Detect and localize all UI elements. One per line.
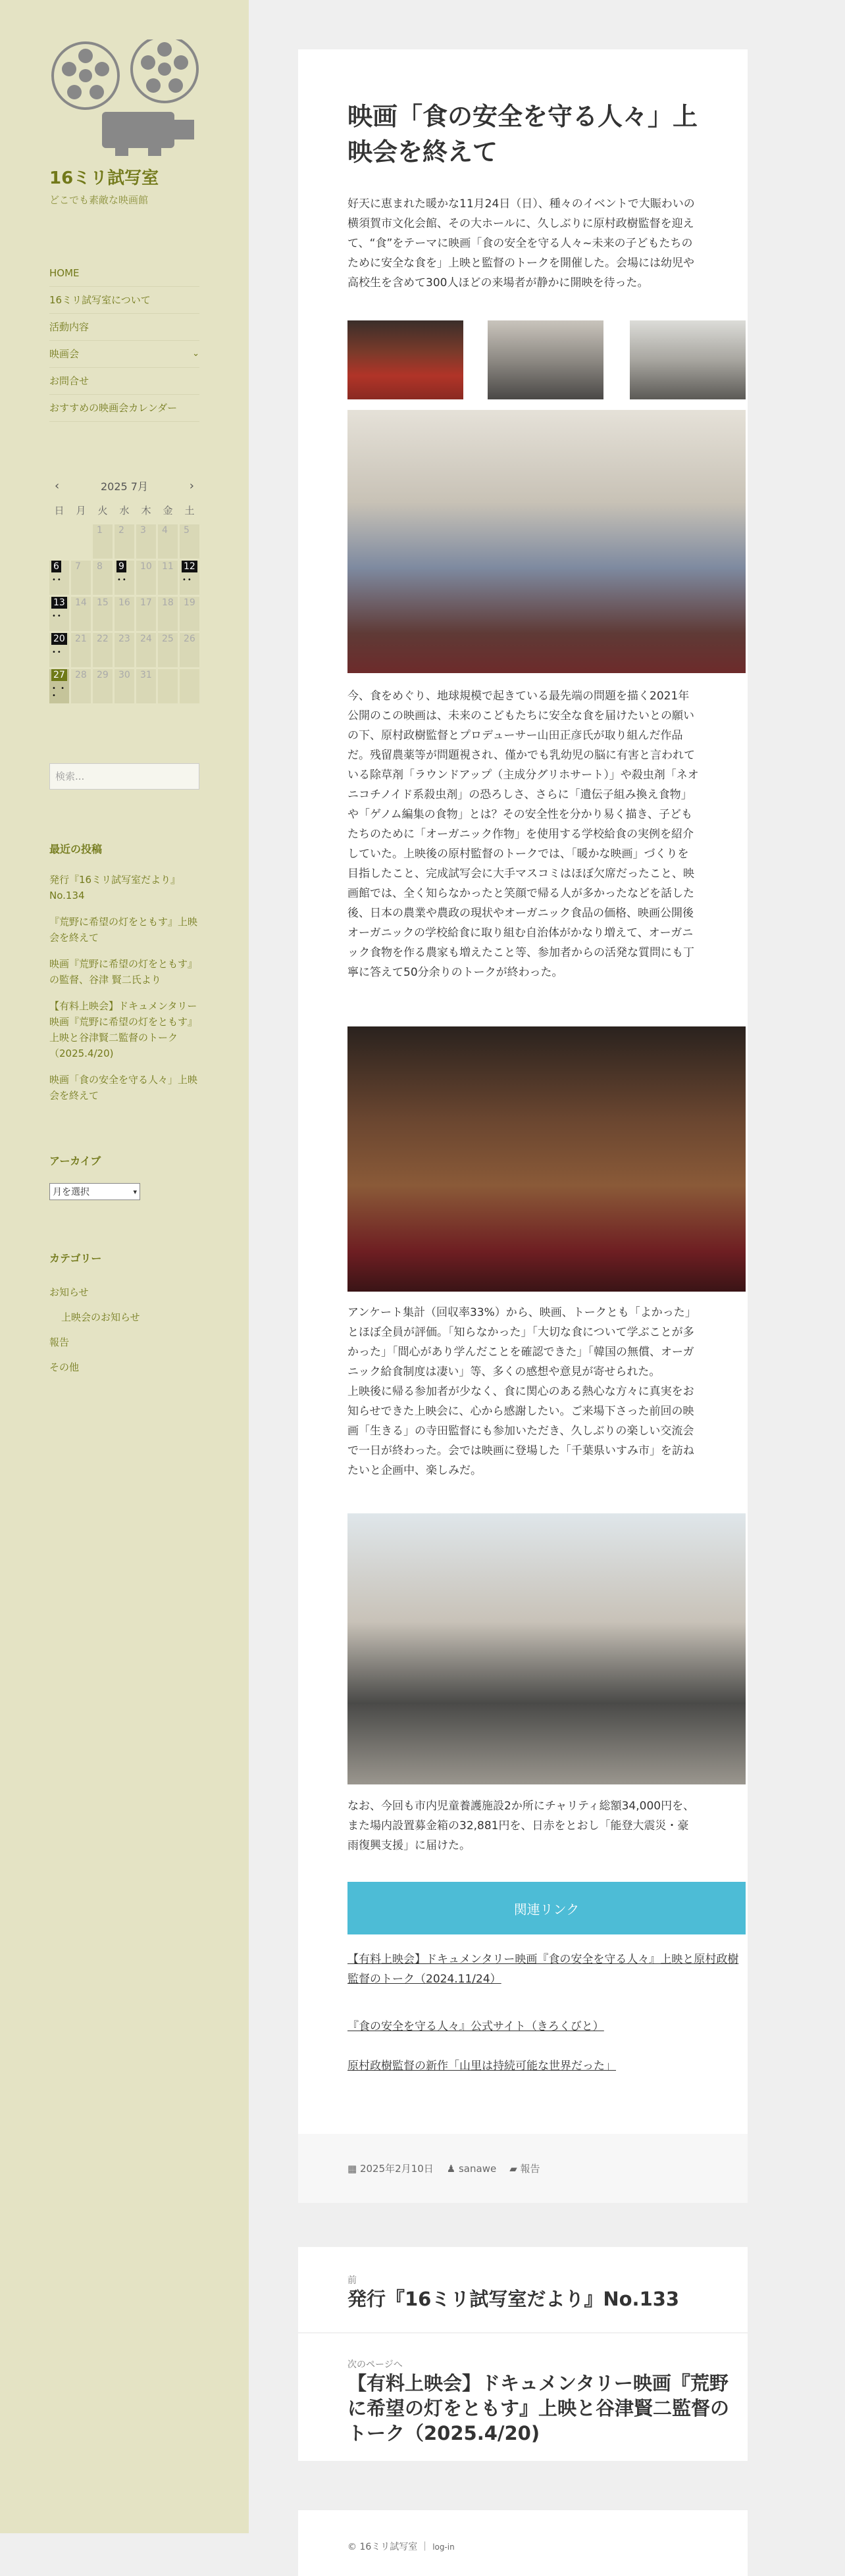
- related-links-button[interactable]: 関連リンク: [347, 1882, 746, 1934]
- footer-site-link[interactable]: 16ミリ試写室: [359, 2542, 418, 2552]
- calendar-event-day[interactable]: 9 ••: [115, 561, 134, 595]
- post-category[interactable]: ▰ 報告: [509, 2163, 540, 2175]
- calendar-icon: ▦: [347, 2163, 360, 2175]
- menu-item-label: HOME: [49, 267, 80, 279]
- category-link[interactable]: お知らせ: [49, 1286, 89, 1298]
- menu-item-home[interactable]: [49, 260, 199, 287]
- calendar-day: 31: [136, 669, 156, 703]
- calendar-event-day[interactable]: 12 ••: [180, 561, 199, 595]
- category-link[interactable]: その他: [49, 1361, 80, 1373]
- calendar-event-day[interactable]: 27 • • •: [49, 669, 69, 703]
- categories-title: カテゴリー: [49, 1252, 102, 1265]
- copyright-icon: ©: [347, 2542, 360, 2552]
- calendar-day: 7: [71, 561, 91, 595]
- related-link[interactable]: 原村政樹監督の新作「山里は持続可能な世界だった」: [347, 2059, 616, 2073]
- site-footer: © 16ミリ試写室 ｜ log-in: [298, 2510, 748, 2576]
- article-paragraph: アンケート集計（回収率33%）から、映画、トークとも「よかった」とほぼ全員が評価。「知らなかった」「大切な食について学ぶことが多かった」「間心があり学んだことを確認できた」「韓国の無償、オーガニック給食制度は凄い」等、多くの感想や意見が寄せられた。 上映後に帰る参加者が少なく、食に関心のある熱心な方々に真実をお知らせできた上映会に、心から感謝したい。ご来場下さった前回の映画「生きる」の寺田監督にも参加いただき、久しぶりの楽しい交流会で一日が終わった。会では映画に登場した「千葉県いすみ市」を訪ねたいと企画中、楽しみだ。: [347, 1306, 696, 1477]
- post-date[interactable]: ▦ 2025年2月10日: [347, 2163, 434, 2175]
- menu-item-screenings[interactable]: [49, 341, 199, 368]
- calendar-event-day[interactable]: 13 ••: [49, 597, 69, 631]
- site-tagline: どこでも素敵な映画館: [49, 194, 149, 206]
- calendar-day: 22: [93, 633, 113, 667]
- article-paragraph: 好天に恵まれた暖かな11月24日（日）、種々のイベントで大賑わいの横須賀市文化会館、その大ホールに、久しぶりに原村政樹監督を迎えて、“食”をテーマに映画「食の安全を守る人々~未来の子どもたちのために安全な食を」上映と監督のトークを開催した。会場には幼児や高校生を含めて300人ほどの来場者が静かに開映を待った。: [347, 197, 695, 290]
- group-photo[interactable]: [347, 1513, 746, 1784]
- recent-post-link[interactable]: 発行『16ミリ試写室だより』No.134: [49, 874, 181, 901]
- menu-item-activities[interactable]: [49, 314, 199, 341]
- recent-post-link[interactable]: 【有料上映会】ドキュメンタリー映画『荒野に希望の灯をともす』上映と谷津賢二監督のトーク（2025.4/20): [49, 1000, 198, 1059]
- site-title[interactable]: 16ミリ試写室: [49, 168, 159, 188]
- calendar-day: 2: [115, 524, 134, 559]
- calendar-day: 28: [71, 669, 91, 703]
- calendar-day: 16: [115, 597, 134, 631]
- calendar-month: 2025 7月: [101, 480, 148, 493]
- main-menu: [49, 260, 199, 422]
- chevron-down-icon: ▾: [133, 1187, 137, 1196]
- poster-display-photo[interactable]: [347, 410, 746, 673]
- post-meta: [298, 2134, 748, 2203]
- sidebar: [0, 0, 249, 2533]
- chevron-down-icon[interactable]: ⌄: [192, 349, 199, 359]
- calendar-day: 15: [93, 597, 113, 631]
- calendar-day: 11: [158, 561, 178, 595]
- calendar-weekday: 土: [184, 505, 195, 517]
- calendar-day: 8: [93, 561, 113, 595]
- related-link[interactable]: 『食の安全を守る人々』公式サイト（きろくびと）: [347, 2020, 604, 2033]
- calendar-day: 21: [71, 633, 91, 667]
- article-paragraph: 今、食をめぐり、地球規模で起きている最先端の問題を描く2021年公開のこの映画は、未来のこどもたちに安全な食を届けたいとの願いの下、原村政樹監督とプロデューサー山田正彦氏が取り組んだ作品だ。残留農薬等が問題視され、僅かでも乳幼児の脳に有害と言われている除草剤「ラウンドアップ（主成分グリホサート）」や殺虫剤「ネオニコチノイド系殺虫剤」の恐ろしさ、さらに「遺伝子組み換え食物」や「ゲノム編集の食物」とは？その安全性を分かり易く描き、子どもたちのために「オーガニック作物」を使用する学校給食の実例を紹介していた。上映後の原村監督のトークでは、「暖かな映画」づくりを目指したこと、完成試写会に大手マスコミはほぼ欠席だったこと、映画館では、全く知らなかったと笑顔で帰る人が多かったなどを話した後、日本の農業や農政の現状やオーガニック食品の価格、映画公開後オーガニックの学校給食に取り組む自治体がかなり増えて、オーガニック食物を作る農家も増えたこと等、参加者からの活発な質問にも丁寧に答えて50分余りのトークが終わった。: [347, 690, 699, 979]
- calendar-empty-cell: [158, 669, 178, 703]
- menu-item-label: おすすめの映画会カレンダー: [49, 402, 178, 414]
- recent-posts-title: 最近の投稿: [49, 843, 103, 855]
- calendar-day: 4: [158, 524, 178, 559]
- calendar-grid: [49, 499, 199, 703]
- menu-item-label: 活動内容: [49, 321, 90, 333]
- calendar-empty-cell: [180, 669, 199, 703]
- calendar-day: 30: [115, 669, 134, 703]
- film-projector-logo[interactable]: [49, 39, 201, 158]
- menu-item-label: お問合せ: [49, 375, 90, 387]
- calendar-day: 26: [180, 633, 199, 667]
- calendar-empty-cell: [71, 524, 91, 559]
- calendar-day: 24: [136, 633, 156, 667]
- post-navigation: [298, 2247, 748, 2461]
- login-link[interactable]: log-in: [432, 2542, 455, 2552]
- calendar-weekday: 月: [76, 505, 86, 517]
- menu-item-contact[interactable]: [49, 368, 199, 395]
- calendar-weekday: 金: [163, 505, 173, 517]
- menu-item-calendar[interactable]: [49, 395, 199, 422]
- calendar-empty-cell: [49, 524, 69, 559]
- calendar-weekday: 水: [119, 505, 130, 517]
- hall-seats-photo[interactable]: [347, 320, 463, 399]
- auditorium-talk-photo[interactable]: [347, 1026, 746, 1292]
- calendar-day: 3: [136, 524, 156, 559]
- calendar-day: 1: [93, 524, 113, 559]
- calendar-day: 19: [180, 597, 199, 631]
- archive-select-value: 月を選択: [53, 1187, 90, 1198]
- recent-post-link[interactable]: 映画『荒野に希望の灯をともす』の監督、谷津 賢二氏より: [49, 958, 198, 986]
- calendar-day: 29: [93, 669, 113, 703]
- article: [298, 49, 748, 2175]
- next-post-link[interactable]: 【有料上映会】ドキュメンタリー映画『荒野に希望の灯をともす』上映と谷津賢二監督のトーク（2025.4/20): [347, 2372, 730, 2444]
- calendar-event-day[interactable]: 20 ••: [49, 633, 69, 667]
- recent-post-link[interactable]: 『荒野に希望の灯をともす』上映会を終えて: [49, 916, 198, 944]
- article-paragraph: なお、今回も市内児童養護施設2か所にチャリティ総額34,000円を、また場内設置募金箱の32,881円を、日赤をとおし「能登大震災・豪雨復興支援」に届けた。: [347, 1800, 695, 1852]
- calendar-day: 17: [136, 597, 156, 631]
- prev-post-label: 前: [347, 2275, 357, 2286]
- event-dots-icon: ••: [182, 576, 193, 584]
- categories-list: [49, 1280, 199, 1380]
- calendar-weekday: 木: [141, 505, 151, 517]
- calendar-day: 5: [180, 524, 199, 559]
- search-input[interactable]: 検索...: [49, 763, 199, 790]
- calendar-next-button[interactable]: ›: [189, 478, 194, 493]
- person-icon: ♟: [446, 2162, 459, 2175]
- event-calendar: [49, 472, 199, 703]
- calendar-day: 23: [115, 633, 134, 667]
- calendar-weekday: 日: [54, 505, 64, 517]
- recent-posts-list: [49, 872, 199, 1114]
- folder-icon: ▰: [509, 2163, 521, 2175]
- article-title: 映画「食の安全を守る人々」上映会を終えて: [347, 102, 698, 166]
- calendar-day: 10: [136, 561, 156, 595]
- calendar-weekday: 火: [97, 505, 108, 517]
- event-dots-icon: • • •: [52, 685, 66, 699]
- category-link[interactable]: 上映会のお知らせ: [61, 1311, 140, 1323]
- category-link[interactable]: 報告: [49, 1336, 70, 1348]
- calendar-event-day[interactable]: 6 ••: [49, 561, 69, 595]
- entrance-photo[interactable]: [630, 320, 746, 399]
- prev-post-link[interactable]: 発行『16ミリ試写室だより』No.133: [347, 2288, 680, 2310]
- lobby-photo[interactable]: [488, 320, 603, 399]
- menu-item-about[interactable]: [49, 287, 199, 314]
- menu-item-label: 16ミリ試写室について: [49, 294, 151, 306]
- next-post-label: 次のページへ: [347, 2360, 403, 2370]
- recent-post-link[interactable]: 映画「食の安全を守る人々」上映会を終えて: [49, 1074, 198, 1101]
- post-author[interactable]: ♟ sanawe: [446, 2162, 497, 2175]
- calendar-day: 25: [158, 633, 178, 667]
- related-link[interactable]: 【有料上映会】ドキュメンタリー映画『食の安全を守る人々』上映と原村政樹監督のトーク（2024.11/24）: [347, 1953, 739, 1986]
- event-dots-icon: ••: [52, 576, 63, 584]
- archive-title: アーカイブ: [49, 1155, 101, 1167]
- calendar-prev-button[interactable]: ‹: [55, 478, 60, 493]
- calendar-day: 14: [71, 597, 91, 631]
- archive-select[interactable]: [49, 1183, 140, 1200]
- event-dots-icon: ••: [52, 649, 63, 656]
- menu-item-label: 映画会: [49, 348, 80, 360]
- event-dots-icon: ••: [52, 613, 63, 620]
- calendar-day: 18: [158, 597, 178, 631]
- event-dots-icon: ••: [117, 576, 128, 584]
